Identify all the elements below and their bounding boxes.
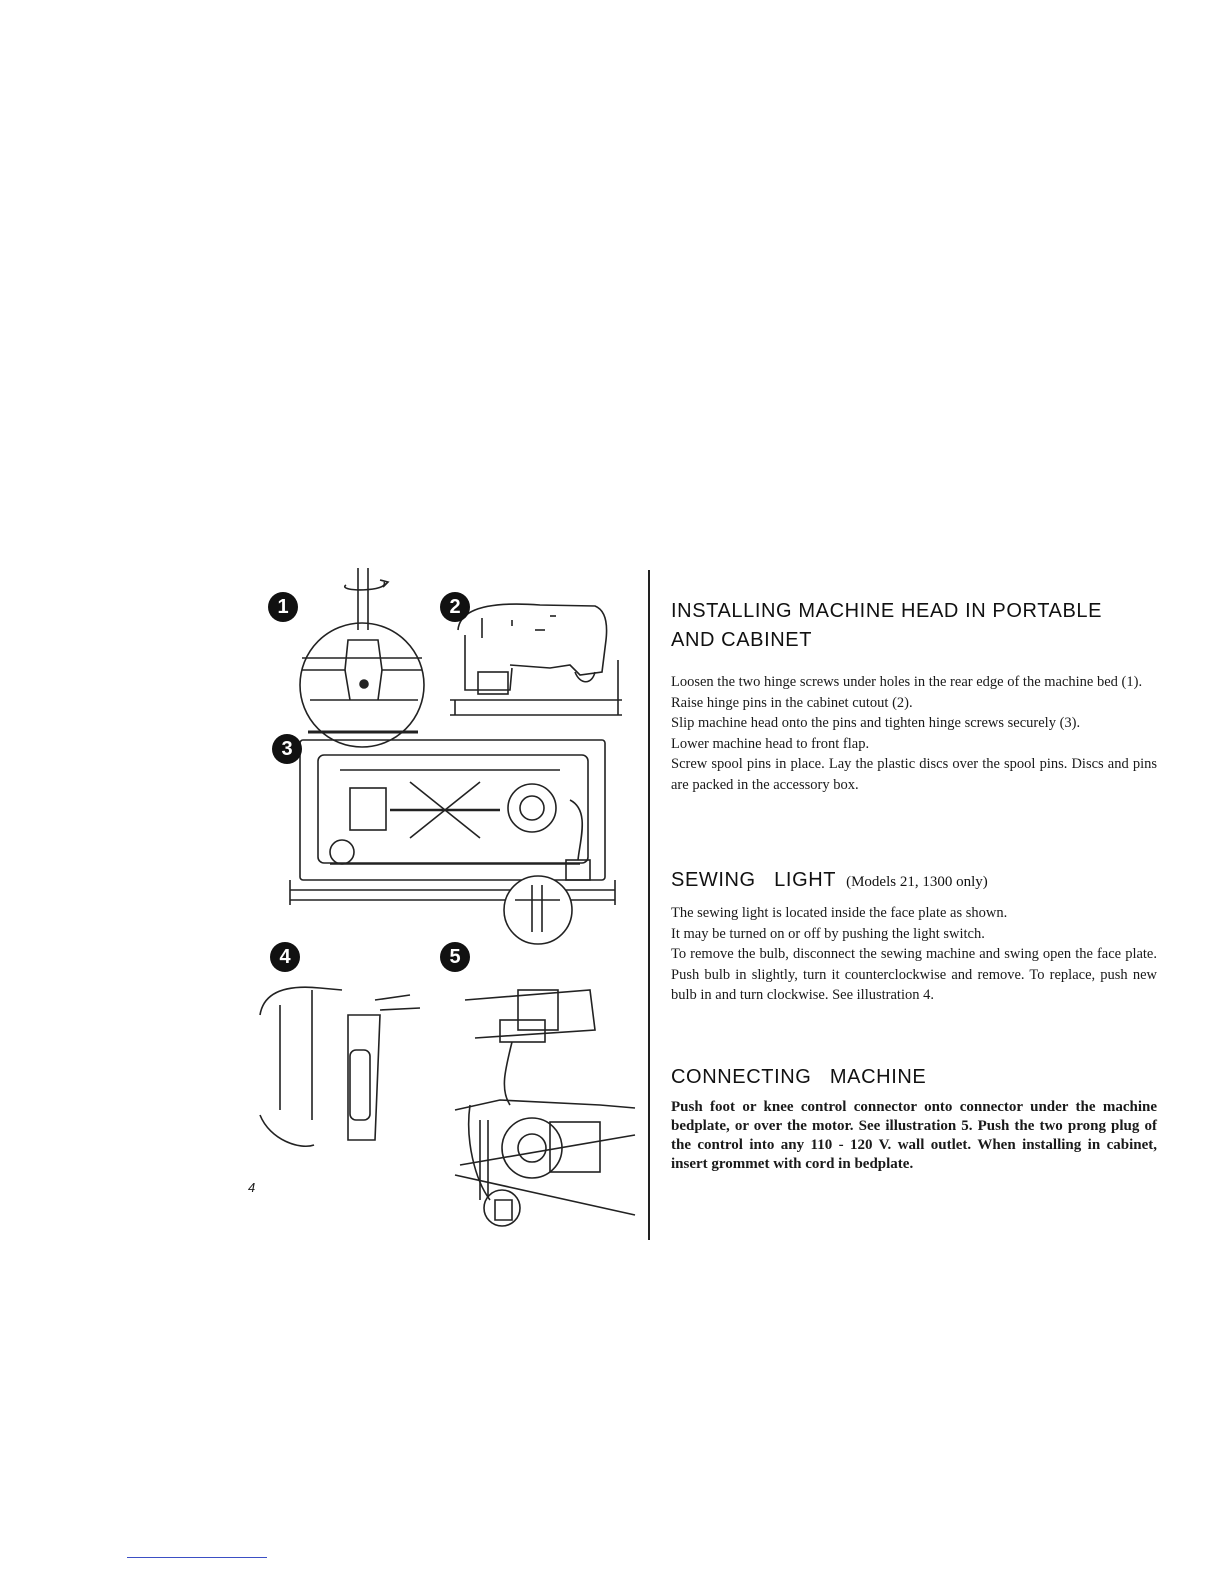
- heading-line-1: INSTALLING MACHINE HEAD IN PORTABLE: [671, 600, 1103, 622]
- section-heading: [671, 597, 1157, 655]
- hinge-screw-detail-drawing: [300, 568, 424, 747]
- installation-drawings: [250, 560, 645, 1230]
- figure-label-5: 5: [440, 942, 470, 972]
- control-connector-drawing: [455, 990, 635, 1226]
- heading-title: SEWING LIGHT: [671, 869, 837, 891]
- footer-rule: [127, 1557, 267, 1558]
- instruction-line: Loosen the two hinge screws under holes in the rear edge of the machine bed (1).: [671, 674, 1143, 690]
- heading-line-2: AND CABINET: [671, 629, 813, 651]
- instruction-line: To remove the bulb, disconnect the sewing machine and swing open the face plate. Push bulb in slightly, turn it counterclockwise and remove. To replace, push new bulb in and turn clockwise. See illustration 4.: [671, 946, 1157, 1003]
- instruction-line: Lower machine head to front flap.: [671, 735, 870, 752]
- section-heading: [671, 866, 1157, 897]
- instruction-line: It may be turned on or off by pushing the light switch.: [671, 925, 985, 942]
- page-number: 4: [248, 1180, 256, 1195]
- section-connecting-machine: [671, 1063, 1157, 1174]
- figure-label-4: 4: [270, 942, 300, 972]
- sewing-light-bulb-drawing: [260, 987, 420, 1146]
- figure-label-3: 3: [272, 734, 302, 764]
- machine-underside-drawing: [290, 740, 615, 944]
- figure-label-2: 2: [440, 592, 470, 622]
- instruction-paragraph: Push foot or knee control connector onto connector under the machine bedplate, or over the motor. See illustration 5. Push the two prong plug of the control into any 110 - 120 V. wall outlet. When installing in cabinet, insert grommet with cord in bedplate.: [671, 1099, 1157, 1172]
- figure-label-1: 1: [268, 592, 298, 622]
- machine-head-drawing: [450, 604, 622, 715]
- section-sewing-light: [671, 866, 1157, 1006]
- heading-note: (Models 21, 1300 only): [846, 874, 988, 890]
- section-installing-machine-head: [671, 597, 1157, 795]
- section-heading: CONNECTING MACHINE: [671, 1066, 927, 1088]
- column-divider: [648, 570, 650, 1240]
- instruction-line: The sewing light is located inside the face plate as shown.: [671, 905, 1008, 921]
- instruction-line: Raise hinge pins in the cabinet cutout (2).: [671, 694, 913, 711]
- instruction-line: Screw spool pins in place. Lay the plastic discs over the spool pins. Discs and pins are packed in the accessory box.: [671, 756, 1157, 793]
- illustration-panel: [250, 560, 645, 1230]
- instruction-line: Slip machine head onto the pins and tighten hinge screws securely (3).: [671, 715, 1081, 731]
